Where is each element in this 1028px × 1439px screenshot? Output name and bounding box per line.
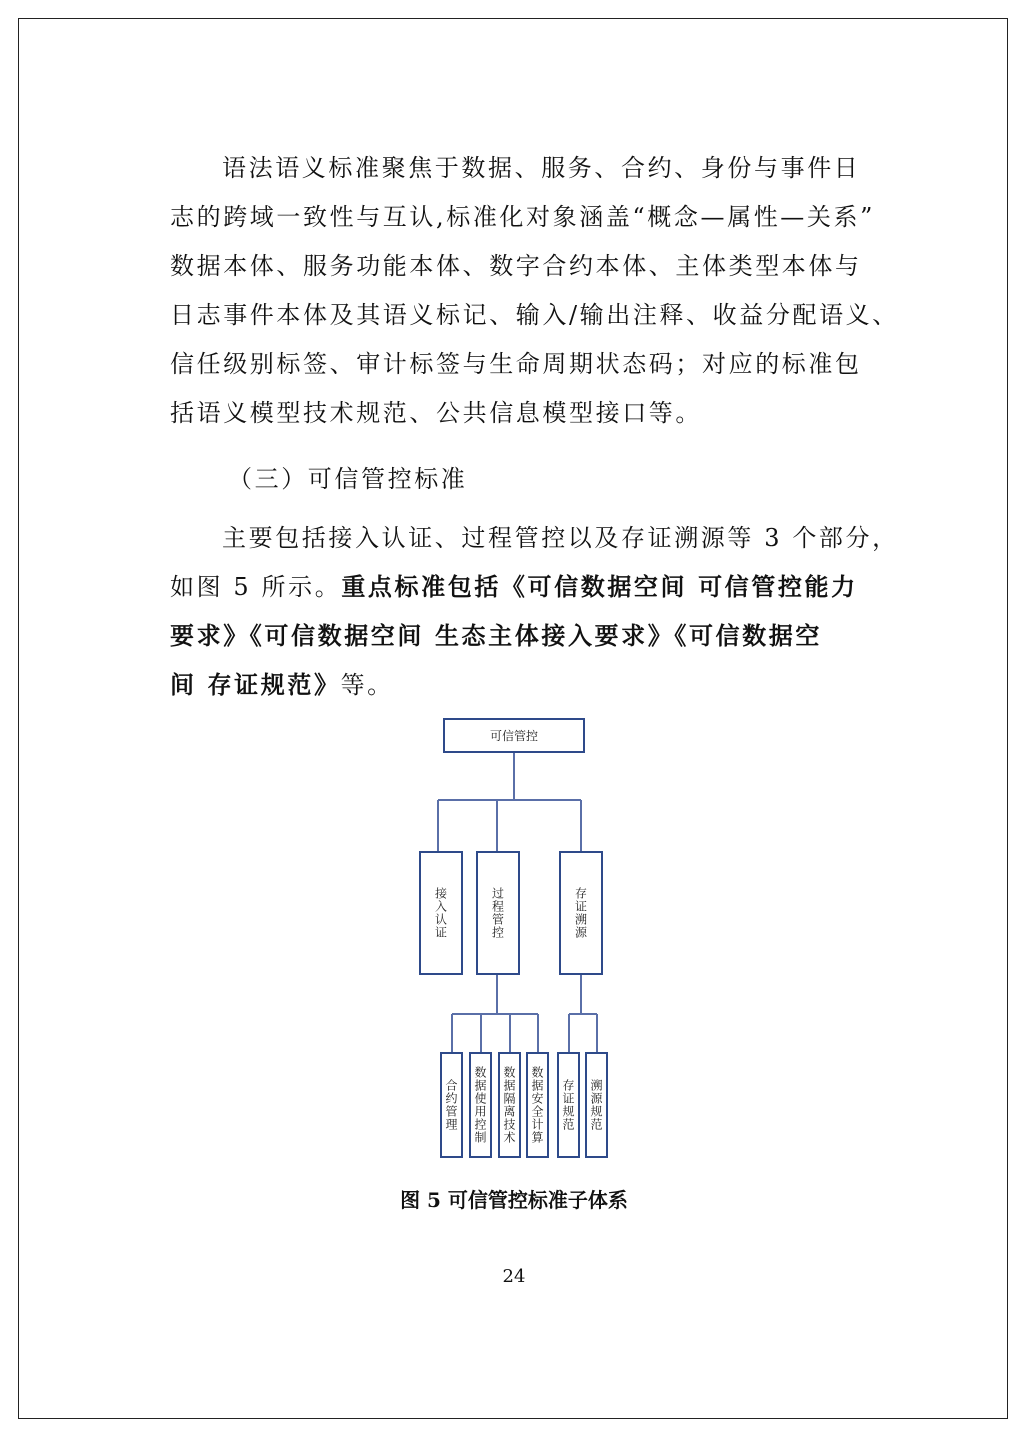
text-line: 括语义模型技术规范、公共信息模型接口等。: [170, 399, 702, 427]
node-label: 接入认证: [433, 887, 448, 939]
node-label: 存证溯源: [573, 887, 588, 939]
node-level1: [476, 851, 520, 975]
node-level2: [498, 1052, 521, 1158]
text-normal: 如图 5 所示。: [170, 573, 342, 601]
node-label: 存证规范: [561, 1079, 575, 1131]
text-line: 主要包括接入认证、过程管控以及存证溯源等 3 个部分，: [222, 524, 899, 552]
figure-caption: 图 5 可信管控标准子体系: [400, 1188, 628, 1212]
text-line: 日志事件本体及其语义标记、输入/输出注释、收益分配语义、: [170, 301, 899, 329]
page-number: 24: [502, 1266, 526, 1287]
section-heading: （三）可信管控标准: [228, 465, 468, 493]
text-bold: 重点标准包括《可信数据空间 可信管控能力: [341, 572, 858, 601]
text-bold: 间 存证规范》: [170, 670, 341, 699]
node-level2: [526, 1052, 549, 1158]
node-label: 数据安全计算: [530, 1066, 544, 1144]
node-label: 溯源规范: [589, 1079, 603, 1131]
text-line: 语法语义标准聚焦于数据、服务、合约、身份与事件日: [222, 154, 861, 182]
node-level1: [559, 851, 603, 975]
text-line: 信任级别标签、审计标签与生命周期状态码；对应的标准包: [170, 350, 862, 378]
node-label: 过程管控: [490, 887, 505, 939]
node-root: 可信管控: [443, 718, 585, 753]
text-line: 要求》《可信数据空间 生态主体接入要求》《可信数据空: [170, 621, 822, 650]
node-label: 合约管理: [444, 1079, 458, 1131]
node-label: 数据使用控制: [473, 1066, 487, 1144]
node-level2: [469, 1052, 492, 1158]
text-line: 志的跨域一致性与互认,标准化对象涵盖“概念—属性—关系”: [170, 203, 875, 231]
node-level2: [585, 1052, 608, 1158]
node-level2: [557, 1052, 580, 1158]
text-line: 数据本体、服务功能本体、数字合约本体、主体类型本体与: [170, 252, 862, 280]
node-label: 数据隔离技术: [502, 1066, 516, 1144]
node-level2: [440, 1052, 463, 1158]
node-level1: [419, 851, 463, 975]
text-normal: 等。: [340, 671, 394, 699]
